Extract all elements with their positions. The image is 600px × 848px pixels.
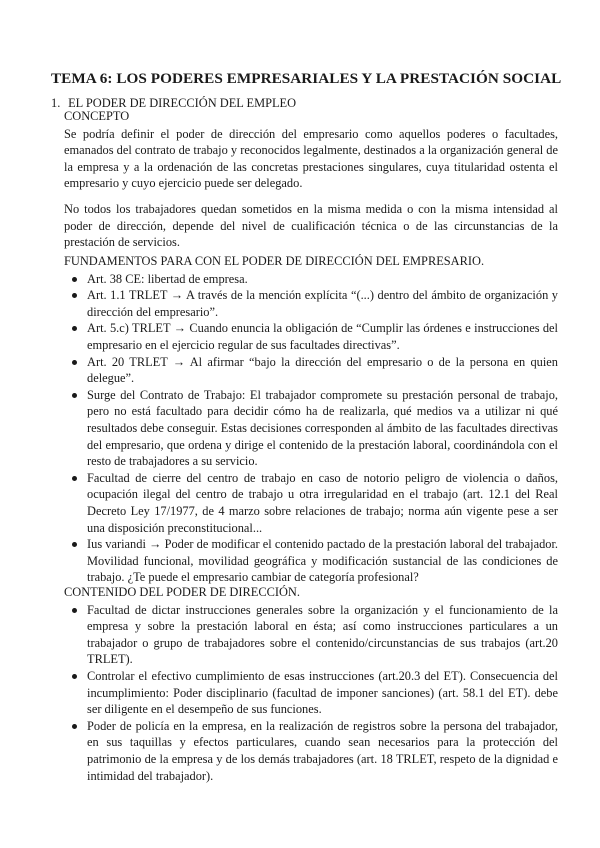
list-item: Poder de policía en la empresa, en la realización de registros sobre la persona del trabajador, en sus taquillas y efectos particulares, cuando sean necesarios para la protección del patrimonio de la empresa y de los demás trabajadores (art. 18 TRLET, respeto de la dignidad e intimidad del trabajador). [64, 718, 558, 784]
list-item: Surge del Contrato de Trabajo: El trabajador compromete su prestación personal de trabajo, pero no está facultado para decidir cómo ha de realizarla, qué medios va a utilizar ni qué resultados debe conseguir. Estas decisiones corresponden al ámbito de las facultades directivas del empresario, que ordena y dirige el contenido de la prestación laboral, coordinándola con el resto de trabajadores a su servicio. [64, 387, 558, 470]
list-item: Art. 20 TRLET → Al afirmar “bajo la dirección del empresario o de la persona en quien delegue”. [64, 354, 558, 387]
document-title: TEMA 6: LOS PODERES EMPRESARIALES Y LA PRESTACIÓN SOCIAL [51, 70, 562, 87]
fundamentos-block [64, 253, 558, 586]
list-item: Art. 1.1 TRLET → A través de la mención explícita “(...) dentro del ámbito de organización y dirección del empresario”. [64, 287, 558, 320]
list-item: Art. 5.c) TRLET → Cuando enuncia la obligación de “Cumplir las órdenes e instrucciones del empresario en el ejercicio regular de sus facultades directivas”. [64, 320, 558, 353]
section-title: EL PODER DE DIRECCIÓN DEL EMPLEO [68, 96, 297, 110]
concept-paragraph-1: Se podría definir el poder de dirección del empresario como aquellos poderes o facultades, emanados del contrato de trabajo y reconocidos legalmente, destinados a la organización general de la empresa y a la ordenación de las concretas prestaciones singulares, cuya titularidad ostenta el empresario y cuyo ejercicio puede ser delegado. [64, 126, 558, 191]
list-item: Facultad de cierre del centro de trabajo en caso de notorio peligro de violencia o daños, ocupación ilegal del centro de trabajo u otra irregularidad en el trabajo (art. 12.1 del Real Decreto Ley 17/1977, de 4 marzo sobre relaciones de trabajo; norma aún vigente pese a ser una disposición preconstitucional... [64, 470, 558, 536]
fundamentos-list [64, 271, 558, 586]
fundamentos-heading: FUNDAMENTOS PARA CON EL PODER DE DIRECCIÓN DEL EMPRESARIO. [64, 254, 485, 268]
contenido-heading: CONTENIDO DEL PODER DE DIRECCIÓN. [64, 585, 300, 599]
concept-heading: CONCEPTO [64, 109, 130, 123]
section-number: 1. [51, 96, 61, 110]
list-item: Art. 38 CE: libertad de empresa. [64, 271, 558, 288]
contenido-block [64, 584, 558, 784]
list-item: Ius variandi → Poder de modificar el contenido pactado de la prestación laboral del trabajador. Movilidad funcional, movilidad geográfica y modificación sustancial de las condiciones de trabajo. ¿Te puede el empresario cambiar de categoría profesional? [64, 536, 558, 586]
contenido-list [64, 602, 558, 785]
list-item: Controlar el efectivo cumplimiento de esas instrucciones (art.20.3 del ET). Consecuencia del incumplimiento: Poder disciplinario (facultad de imponer sanciones) (art. 58.1 del ET). debe ser diligente en el desempeño de sus funciones. [64, 668, 558, 718]
list-item: Facultad de dictar instrucciones generales sobre la organización y el funcionamiento de la empresa y sobre la prestación laboral en ésta; así como instrucciones particulares a un trabajador o grupo de trabajadores sobre el contenido/circunstancias de sus trabajos (art.20 TRLET). [64, 602, 558, 668]
concept-block [64, 108, 558, 251]
concept-paragraph-2: No todos los trabajadores quedan sometidos en la misma medida o con la misma intensidad al poder de dirección, depende del nivel de cualificación técnica o de las circunstancias de la prestación de servicios. [64, 201, 558, 250]
